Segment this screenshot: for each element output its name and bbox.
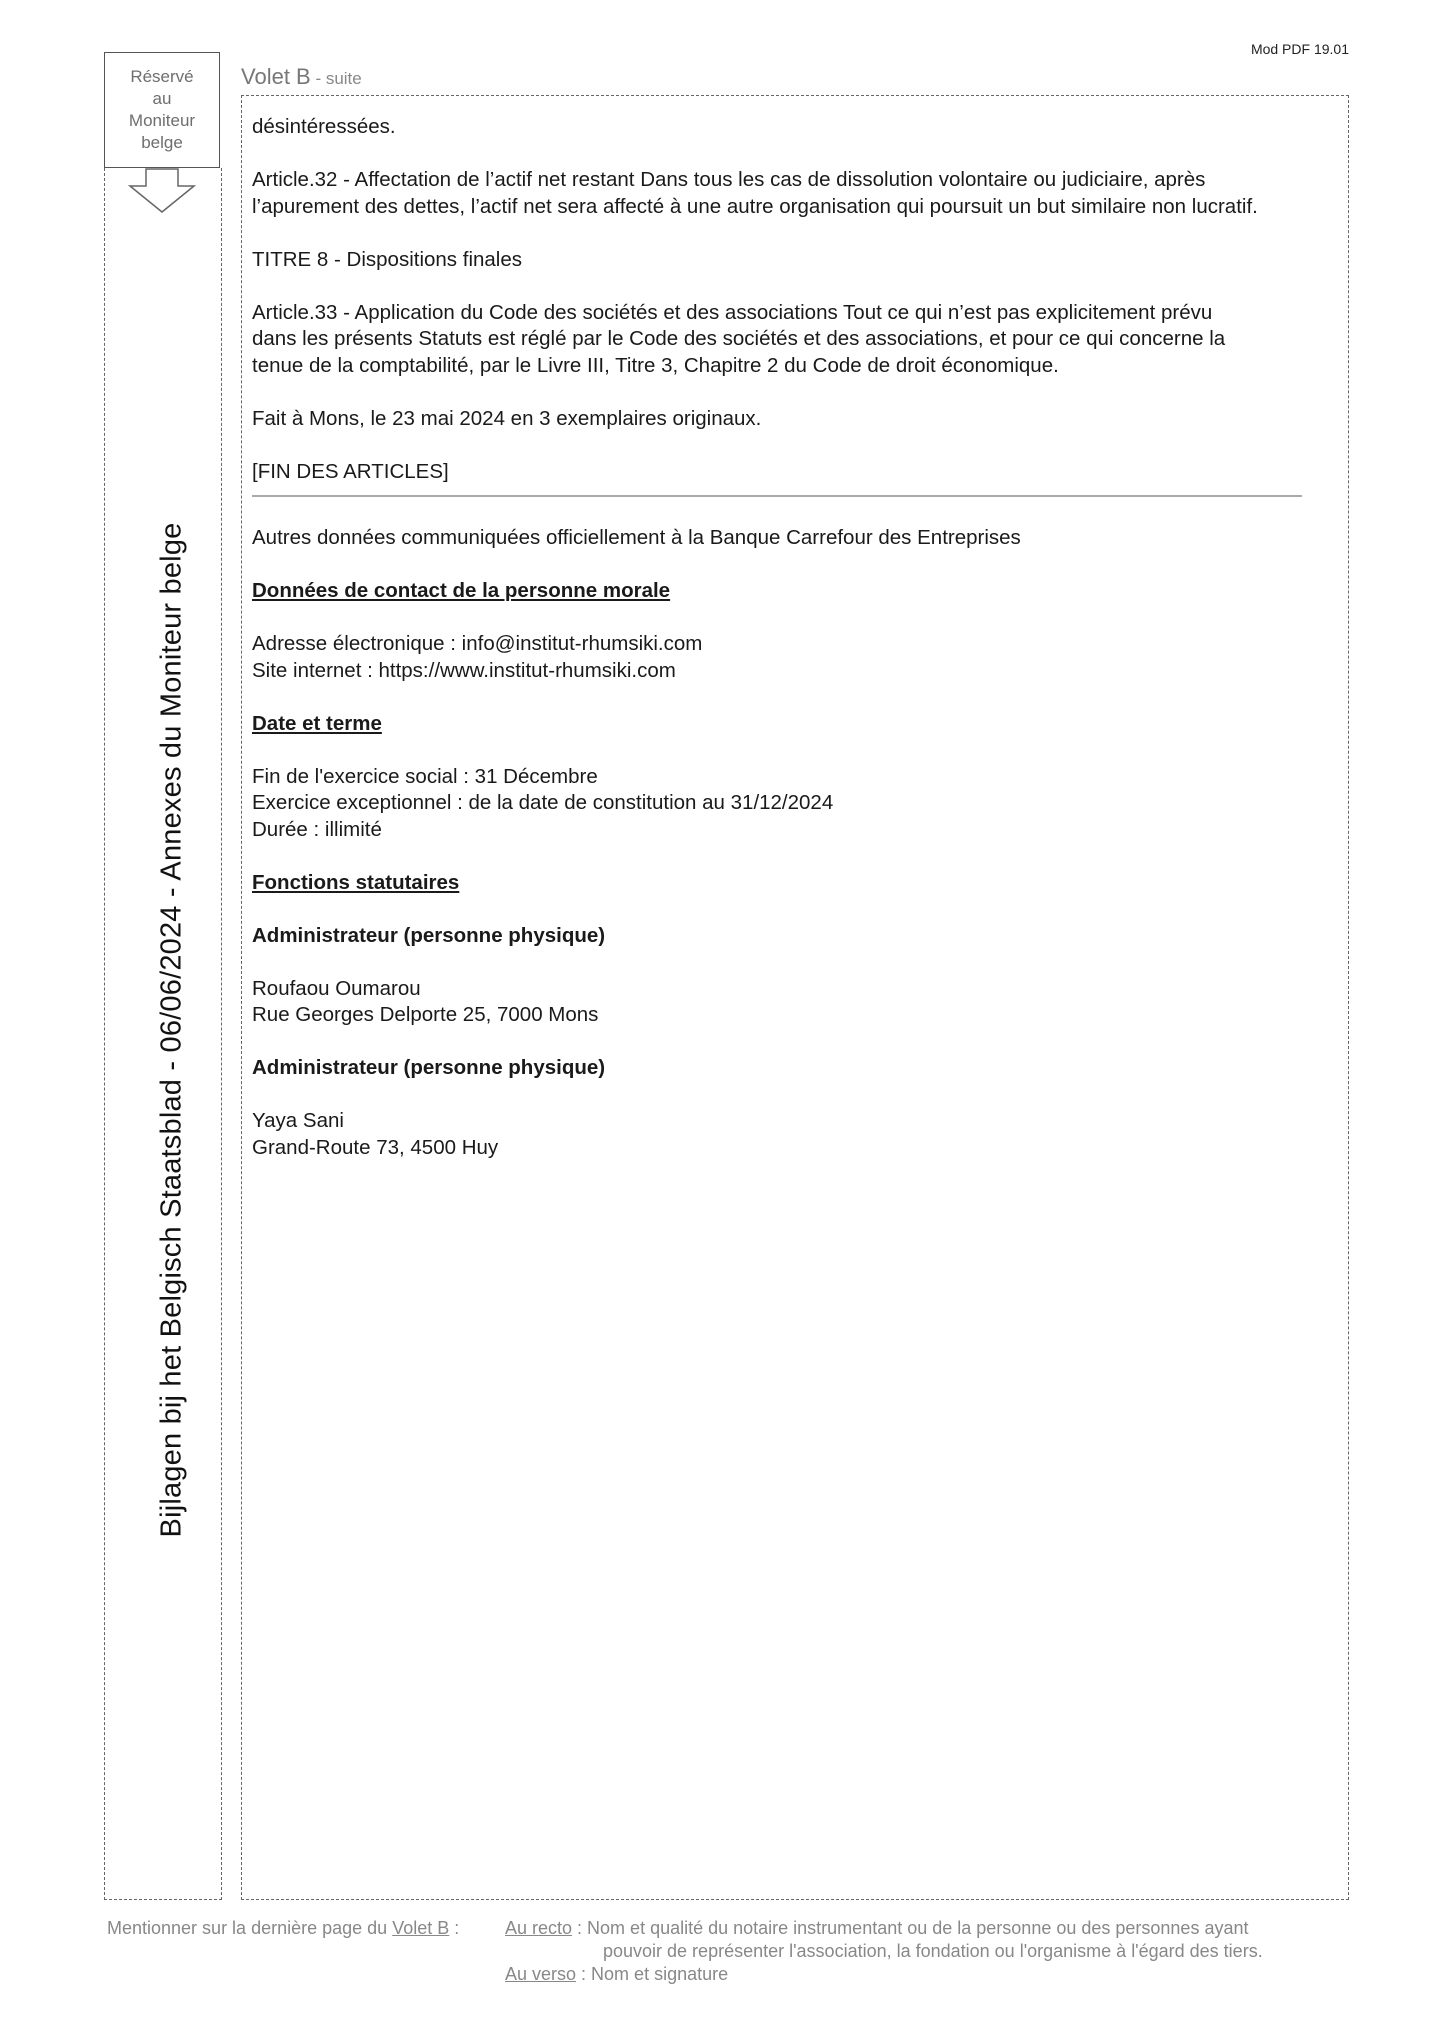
divider [252,495,1302,497]
page-title [241,64,362,90]
verso-label: Au verso [505,1964,577,1984]
email-line: Adresse électronique : info@institut-rhumsiki.com [252,632,703,655]
admin-2-details [252,1108,1332,1161]
volet-suite: - suite [310,69,362,88]
publication-side-label: Bijlagen bij het Belgisch Staatsblad - 06/06/2024 - Annexes du Moniteur belge [155,522,188,1538]
duration: Durée : illimité [252,817,382,841]
section-heading-date: Date et terme [252,711,382,735]
reserved-line: Réservé [130,67,194,86]
reserved-line: au [152,89,172,108]
bce-intro: Autres données communiquées officiellement à la Banque Carrefour des Entreprises [252,526,1021,549]
footer-lead-text: Mentionner sur la dernière page du [107,1918,393,1938]
admin-2-title: Administrateur (personne physique) [252,1056,606,1079]
contact-details [252,631,1332,684]
document-body [252,114,1332,1188]
article-33 [252,300,1332,380]
footer-recto [505,1917,1365,1963]
admin-1-title: Administrateur (personne physique) [252,923,606,947]
title-8-heading: TITRE 8 - Dispositions finales [252,247,523,271]
end-of-articles: [FIN DES ARTICLES] [252,459,449,483]
footer-instruction [107,1917,459,1940]
article-32-line: l’apurement des dettes, l’actif net sera affecté à une autre organisation qui poursuit un but similaire non lucratif. [252,194,1258,218]
section-heading-contact: Données de contact de la personne morale [252,579,671,602]
article-32 [252,167,1332,220]
date-details [252,764,1332,844]
reserved-label [129,66,195,154]
section-heading-functions: Fonctions statutaires [252,870,460,894]
volet-label: Volet B [241,64,311,89]
fiscal-year-end: Fin de l'exercice social : 31 Décembre [252,764,598,788]
admin-1-details [252,976,1332,1029]
recto-text: : Nom et qualité du notaire instrumentant ou de la personne ou des personnes ayant [572,1918,1249,1938]
footer-volet-ref: Volet B [392,1918,450,1938]
article-33-line: tenue de la comptabilité, par le Livre III, Titre 3, Chapitre 2 du Code de droit économique. [252,353,1059,377]
footer-lead-colon: : [449,1918,460,1938]
form-version-label: Mod PDF 19.01 [1250,41,1349,57]
recto-text-continued: pouvoir de représenter l'association, la fondation ou l'organisme à l'égard des tiers. [603,1941,1263,1961]
footer-verso [505,1963,728,1986]
recto-label: Au recto [505,1918,573,1938]
verso-text: : Nom et signature [576,1964,729,1984]
admin-1-name: Roufaou Oumarou [252,976,421,1000]
reserved-line: Moniteur [128,111,196,130]
article-32-line: Article.32 - Affectation de l’actif net restant Dans tous les cas de dissolution volontaire ou judiciaire, après [252,168,1206,191]
reserved-box [104,52,220,168]
admin-2-name: Yaya Sani [252,1109,344,1132]
paragraph: désintéressées. [252,115,396,138]
article-33-line: Article.33 - Application du Code des sociétés et des associations Tout ce qui n’est pas explicitement prévu [252,300,1213,324]
website-line: Site internet : https://www.institut-rhumsiki.com [252,658,676,682]
exceptional-year: Exercice exceptionnel : de la date de constitution au 31/12/2024 [252,791,834,814]
signing-place-date: Fait à Mons, le 23 mai 2024 en 3 exemplaires originaux. [252,406,762,430]
admin-2-address: Grand-Route 73, 4500 Huy [252,1135,499,1159]
reserved-line: belge [141,133,183,152]
article-33-line: dans les présents Statuts est réglé par le Code des sociétés et des associations, et pour ce qui concerne la [252,327,1226,350]
admin-1-address: Rue Georges Delporte 25, 7000 Mons [252,1003,599,1026]
